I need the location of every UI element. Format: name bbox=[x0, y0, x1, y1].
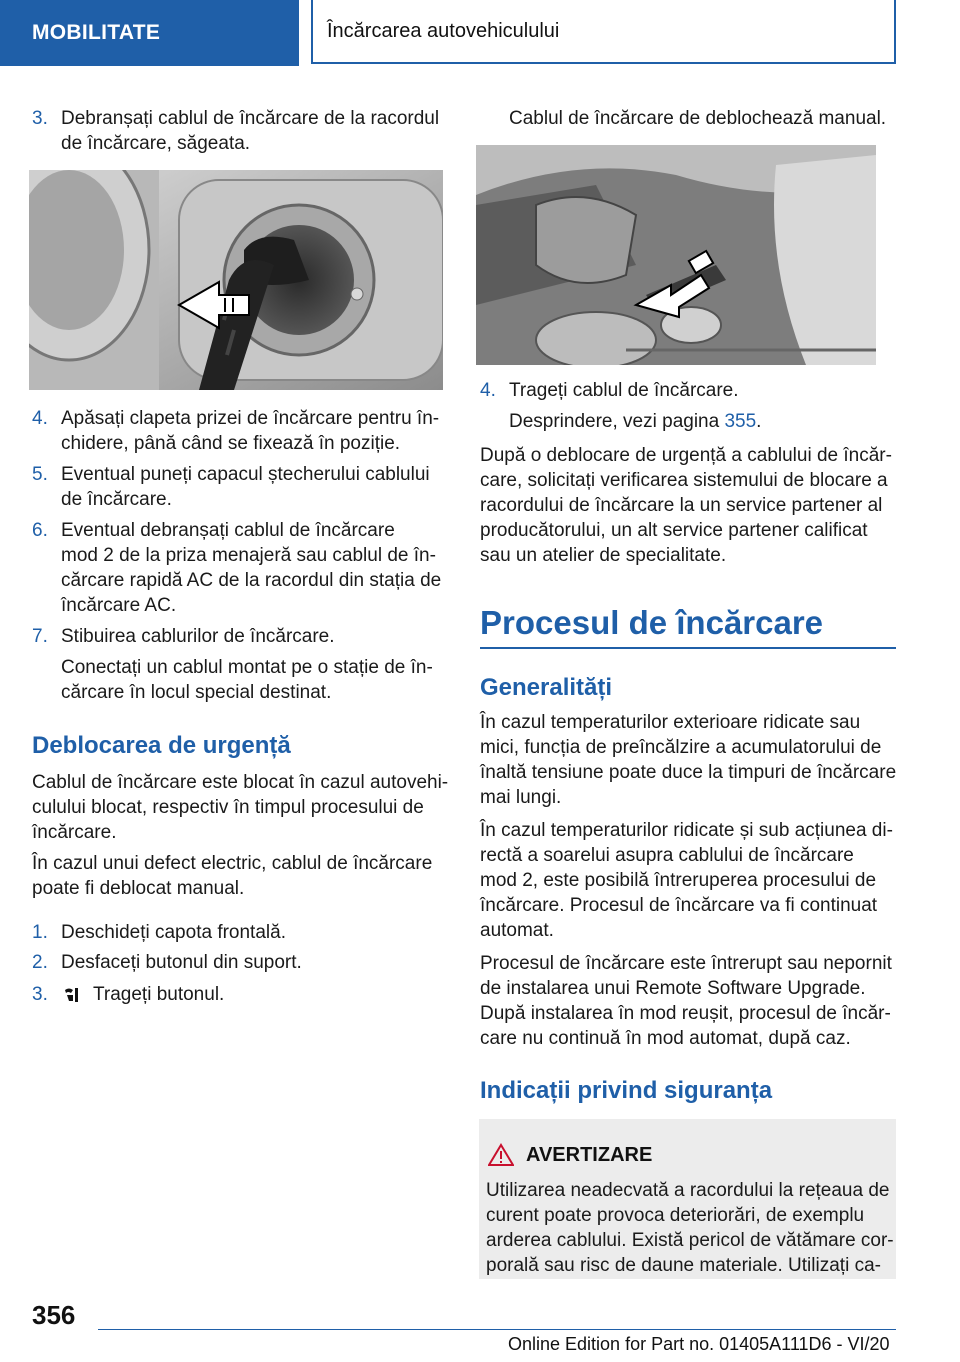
list-subtext: cărcare în locul special destinat. bbox=[61, 682, 332, 703]
list-text: Stibuirea cablurilor de încărcare. bbox=[61, 626, 335, 647]
text-line: Procesul de încărcare este întrerupt sau nepornit bbox=[480, 953, 892, 974]
list-text: Desfaceți butonul din suport. bbox=[61, 952, 302, 973]
list-text: cărcare rapidă AC de la racordul din stația de bbox=[61, 570, 442, 591]
page-link[interactable]: 355 bbox=[724, 411, 757, 432]
charging-plug-illustration bbox=[29, 170, 443, 390]
list-text: Eventual puneți capacul ștecherului cablului bbox=[61, 464, 430, 485]
page-number: 356 bbox=[32, 1300, 76, 1330]
text-line: Cablul de încărcare este blocat în cazul autovehi‐ bbox=[32, 772, 449, 793]
text-line: care nu continuă în mod automat, după caz. bbox=[480, 1028, 851, 1049]
list-text: Debranșați cablul de încărcare de la racordul bbox=[61, 108, 440, 129]
list-text: Trageți butonul. bbox=[93, 984, 225, 1005]
text-line: producătorului, un alt service partener calificat bbox=[480, 520, 868, 541]
text-line: încărcare. Procesul de încărcare va fi continuat bbox=[480, 895, 878, 916]
text-line: După instalarea în mod reușit, procesul de încăr‐ bbox=[480, 1003, 891, 1024]
list-number: 6. bbox=[32, 520, 48, 541]
text-line: mai lungi. bbox=[480, 787, 562, 808]
text-line: de instalarea unui Remote Software Upgrade. bbox=[480, 978, 866, 999]
text-line: În cazul temperaturilor ridicate și sub acțiunea di‐ bbox=[480, 820, 893, 841]
list-text: chidere, până când se fixează în poziție. bbox=[61, 433, 401, 454]
list-text: de încărcare, săgeata. bbox=[61, 133, 251, 154]
engine-bay-illustration bbox=[476, 145, 876, 365]
section-tab: MOBILITATE bbox=[0, 0, 299, 66]
see-page-text: Desprindere, vezi pagina bbox=[509, 411, 725, 432]
list-text: Eventual debranșați cablul de încărcare bbox=[61, 520, 395, 541]
list-number: 2. bbox=[32, 952, 48, 973]
paragraph bbox=[480, 710, 896, 810]
text-line: mici, funcția de preîncălzire a acumulatorului de bbox=[480, 737, 882, 758]
list-text: încărcare AC. bbox=[61, 595, 177, 616]
warning-box bbox=[479, 1119, 896, 1279]
text-line: automat. bbox=[480, 920, 554, 941]
text-line: În cazul unui defect electric, cablul de încărcare bbox=[32, 853, 433, 874]
text-line: arderea cablului. Există pericol de vătămare cor‐ bbox=[486, 1230, 894, 1251]
text-line: poate fi deblocat manual. bbox=[32, 878, 245, 899]
paragraph bbox=[32, 770, 448, 845]
list-number: 4. bbox=[480, 380, 496, 401]
warning-title: AVERTIZARE bbox=[526, 1143, 653, 1166]
text-line: porală sau risc de daune materiale. Utilizați ca‐ bbox=[486, 1255, 881, 1276]
list-number: 3. bbox=[32, 108, 48, 129]
paragraph bbox=[32, 851, 432, 901]
charging-plug-photo bbox=[29, 170, 443, 390]
list-text: de încărcare. bbox=[61, 489, 172, 510]
intro-text: Cablul de încărcare de deblochează manual. bbox=[509, 108, 887, 129]
warning-triangle-icon bbox=[488, 1143, 514, 1167]
list-text: Deschideți capota frontală. bbox=[61, 922, 286, 943]
text-line: În cazul temperaturilor exterioare ridicate sau bbox=[480, 712, 861, 733]
text-line: culului blocat, respectiv în timpul procesului de bbox=[32, 797, 424, 818]
text-line: Utilizarea neadecvată a racordului la rețeaua de bbox=[486, 1180, 890, 1201]
chapter-heading: Procesul de încărcare bbox=[480, 604, 824, 641]
see-page-line bbox=[509, 409, 761, 434]
paragraph bbox=[480, 951, 892, 1051]
text-line: curent poate provoca deteriorări, de exemplu bbox=[486, 1205, 865, 1226]
list-number: 1. bbox=[32, 922, 48, 943]
paragraph bbox=[480, 443, 892, 568]
list-number: 5. bbox=[32, 464, 48, 485]
footer-edition: Online Edition for Part no. 01405A111D6 - VI/20 bbox=[508, 1334, 890, 1354]
footer-rule bbox=[98, 1329, 896, 1330]
text-line: După o deblocare de urgență a cablului de încăr‐ bbox=[480, 445, 892, 466]
list-text: mod 2 de la priza menajeră sau cablul de în‐ bbox=[61, 545, 436, 566]
text-line: sau un atelier de specialitate. bbox=[480, 545, 727, 566]
list-number: 3. bbox=[32, 984, 48, 1005]
text-line: care, solicitați verificarea sistemului de blocare a bbox=[480, 470, 888, 491]
section-heading: Indicații privind siguranța bbox=[480, 1077, 773, 1104]
list-subtext: Conectați un cablul montat pe o stație de în‐ bbox=[61, 657, 433, 678]
warning-text bbox=[486, 1178, 894, 1278]
text-line: rectă a soarelui asupra cablului de încărcare bbox=[480, 845, 854, 866]
section-heading: Deblocarea de urgență bbox=[32, 732, 291, 759]
text-line: racordului de încărcare la un service partener al bbox=[480, 495, 883, 516]
text-line: încărcare. bbox=[32, 822, 117, 843]
list-number: 4. bbox=[32, 408, 48, 429]
chapter-title: Încărcarea autovehiculului bbox=[311, 0, 896, 64]
engine-bay-photo bbox=[476, 145, 876, 365]
pull-hand-icon bbox=[61, 984, 83, 1006]
paragraph bbox=[480, 818, 893, 943]
list-text: Apăsați clapeta prizei de încărcare pentru în‐ bbox=[61, 408, 440, 429]
list-text: Trageți cablul de încărcare. bbox=[509, 380, 739, 401]
section-heading: Generalități bbox=[480, 674, 613, 701]
see-page-text: . bbox=[756, 411, 762, 432]
text-line: mod 2, este posibilă întreruperea procesului de bbox=[480, 870, 877, 891]
list-number: 7. bbox=[32, 626, 48, 647]
heading-rule bbox=[480, 647, 896, 649]
text-line: înaltă tensiune poate duce la timpuri de încărcare bbox=[480, 762, 897, 783]
